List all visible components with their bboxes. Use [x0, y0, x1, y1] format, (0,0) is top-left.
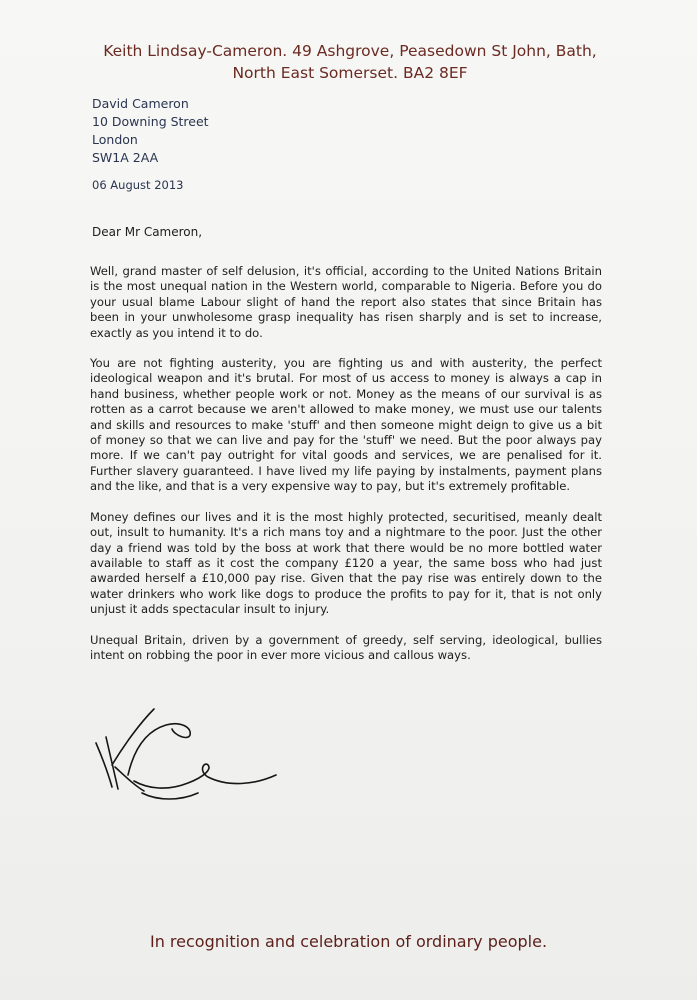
paragraph-1: Well, grand master of self delusion, it's official, according to the United Nations Britain is the most unequal nation in the Western world, comparable to Nigeria. Before you do your usual blame Labour slight of hand the report also states that since Britain has been in your unwholesome grasp inequality has risen sharply and is set to increase, exactly as you intend it to do.: [90, 264, 602, 340]
letter-date: 06 August 2013: [92, 178, 184, 192]
recipient-city: London: [92, 132, 138, 147]
letterhead-line-2: North East Somerset. BA2 8EF: [232, 64, 468, 82]
handwritten-signature: [88, 705, 278, 815]
recipient-name: David Cameron: [92, 96, 189, 111]
recipient-address: [92, 95, 209, 167]
letterhead: [60, 40, 640, 84]
paragraph-3: Money defines our lives and it is the most highly protected, securitised, meanly dealt out, insult to humanity. It's a rich mans toy and a nightmare to the poor. Just the other day a friend was told by the boss at work that there would be no more bottled water available to staff as it cost the company £120 a year, the same boss who had just awarded herself a £10,000 pay rise. Given that the pay rise was entirely down to the water drinkers who work like dogs to produce the profits to pay for it, that is not only unjust it adds spectacular insult to injury.: [90, 509, 602, 617]
paragraph-4: Unequal Britain, driven by a government of greedy, self serving, ideological, bullies intent on robbing the poor in ever more vicious and callous ways.: [90, 632, 602, 662]
recipient-postcode: SW1A 2AA: [92, 150, 159, 165]
footer-tagline: In recognition and celebration of ordinary people.: [149, 932, 548, 951]
salutation: Dear Mr Cameron,: [92, 225, 203, 239]
recipient-street: 10 Downing Street: [92, 114, 209, 129]
letter-body: [90, 264, 602, 678]
paragraph-2: You are not fighting austerity, you are fighting us and with austerity, the perfect ideological weapon and it's brutal. For most of us access to money is always a cap in hand business, whether people work or not. Money as the means of our survival is as rotten as a carrot because we aren't allowed to make money, we must use our talents and skills and resources to make 'stuff' and then someone might deign to give us a bit of money so that we can live and pay for the 'stuff' we need. But the poor always pay more. If we can't pay outright for vital goods and services, we are penalised for it. Further slavery guaranteed. I have lived my life paying by instalments, payment plans and the like, and that is a very expensive way to pay, but it's extremely profitable.: [90, 356, 602, 494]
letterhead-line-1: Keith Lindsay-Cameron. 49 Ashgrove, Peasedown St John, Bath,: [103, 42, 597, 60]
